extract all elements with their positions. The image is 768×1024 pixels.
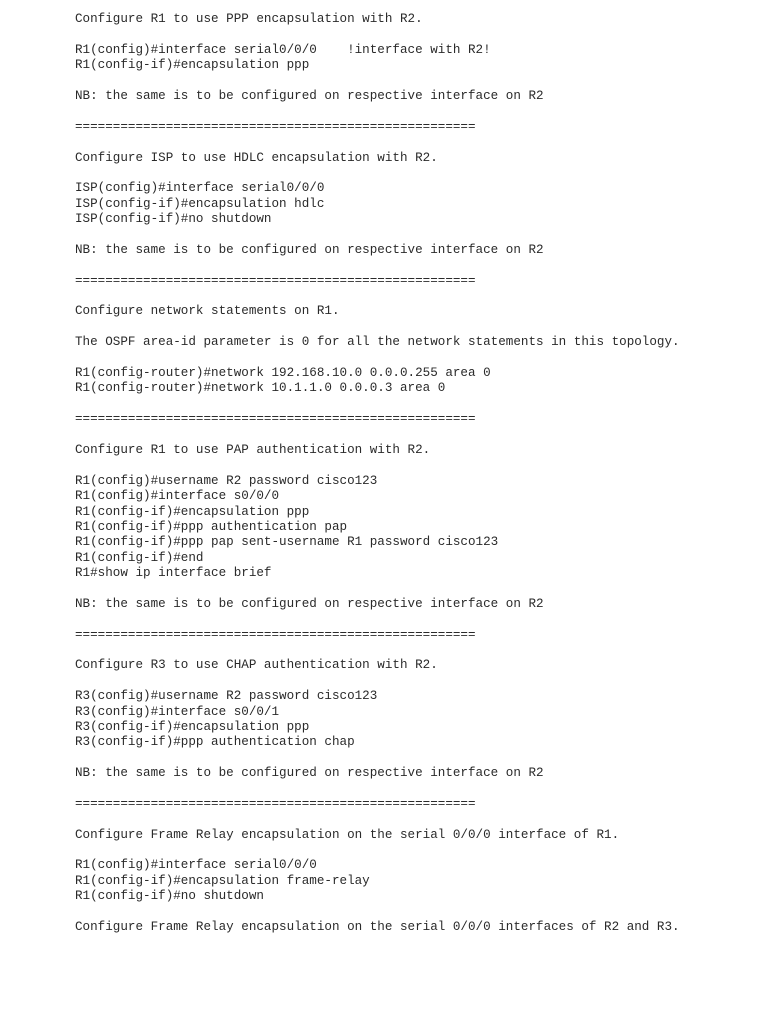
instruction-line: Configure R1 to use PPP encapsulation with R2.: [75, 12, 423, 26]
blank-line: [75, 227, 755, 242]
instruction-line: Configure Frame Relay encapsulation on the serial 0/0/0 interfaces of R2 and R3.: [75, 920, 680, 935]
note-line: NB: the same is to be configured on respective interface on R2: [75, 596, 544, 611]
command-line: R1#show ip interface brief: [75, 566, 272, 581]
section-divider: =====================================================: [75, 627, 476, 642]
command-line: R1(config-if)#ppp pap sent-username R1 password cisco123: [75, 535, 499, 550]
command-line: R1(config-router)#network 10.1.1.0 0.0.0.3 area 0: [75, 381, 446, 396]
note-line: NB: the same is to be configured on respective interface on R2: [75, 766, 544, 781]
command-line: R3(config-if)#ppp authentication chap: [75, 735, 355, 750]
command-line: R1(config)#interface s0/0/0: [75, 489, 280, 504]
note-line: NB: the same is to be configured on respective interface on R2: [75, 242, 544, 257]
document-body: [75, 12, 755, 935]
note-line: NB: the same is to be configured on respective interface on R2: [75, 88, 544, 103]
blank-line: [75, 674, 755, 689]
blank-line: [75, 643, 755, 658]
section-divider: =====================================================: [75, 796, 476, 811]
command-line: R1(config)#interface serial0/0/0 !interface with R2!: [75, 42, 491, 57]
blank-line: [75, 581, 755, 596]
command-line: R1(config-if)#encapsulation ppp: [75, 504, 310, 519]
instruction-line: Configure network statements on R1.: [75, 304, 340, 319]
command-line: R1(config)#username R2 password cisco123: [75, 473, 378, 488]
blank-line: [75, 166, 755, 181]
blank-line: [75, 351, 755, 366]
command-line: R1(config-if)#encapsulation frame-relay: [75, 873, 370, 888]
section-divider: =====================================================: [75, 119, 476, 134]
blank-line: [75, 27, 755, 42]
command-line: R1(config-if)#no shutdown: [75, 889, 264, 904]
blank-line: [75, 812, 755, 827]
blank-line: [75, 782, 755, 797]
command-line: R3(config-if)#encapsulation ppp: [75, 719, 310, 734]
command-line: R3(config)#username R2 password cisco123: [75, 689, 378, 704]
command-line: R1(config-router)#network 192.168.10.0 0.0.0.255 area 0: [75, 365, 491, 380]
blank-line: [75, 428, 755, 443]
blank-line: [75, 104, 755, 119]
instruction-line: Configure R1 to use PAP authentication with R2.: [75, 442, 431, 457]
blank-line: [75, 289, 755, 304]
blank-line: [75, 258, 755, 273]
command-line: R1(config-if)#ppp authentication pap: [75, 519, 348, 534]
command-line: R1(config-if)#encapsulation ppp: [75, 58, 310, 73]
command-line: R1(config-if)#end: [75, 550, 204, 565]
command-line: R1(config)#interface serial0/0/0: [75, 858, 317, 873]
blank-line: [75, 135, 755, 150]
command-line: ISP(config-if)#no shutdown: [75, 212, 272, 227]
blank-line: [75, 751, 755, 766]
blank-line: [75, 320, 755, 335]
blank-line: [75, 843, 755, 858]
instruction-line: Configure ISP to use HDLC encapsulation with R2.: [75, 150, 438, 165]
instruction-line: The OSPF area-id parameter is 0 for all the network statements in this topology.: [75, 335, 680, 350]
command-line: ISP(config)#interface serial0/0/0: [75, 181, 325, 196]
blank-line: [75, 905, 755, 920]
command-line: R3(config)#interface s0/0/1: [75, 704, 280, 719]
instruction-line: Configure Frame Relay encapsulation on the serial 0/0/0 interface of R1.: [75, 827, 620, 842]
blank-line: [75, 458, 755, 473]
section-divider: =====================================================: [75, 273, 476, 288]
section-divider: =====================================================: [75, 412, 476, 427]
blank-line: [75, 397, 755, 412]
command-line: ISP(config-if)#encapsulation hdlc: [75, 196, 325, 211]
blank-line: [75, 74, 755, 89]
instruction-line: Configure R3 to use CHAP authentication with R2.: [75, 658, 438, 673]
blank-line: [75, 612, 755, 627]
